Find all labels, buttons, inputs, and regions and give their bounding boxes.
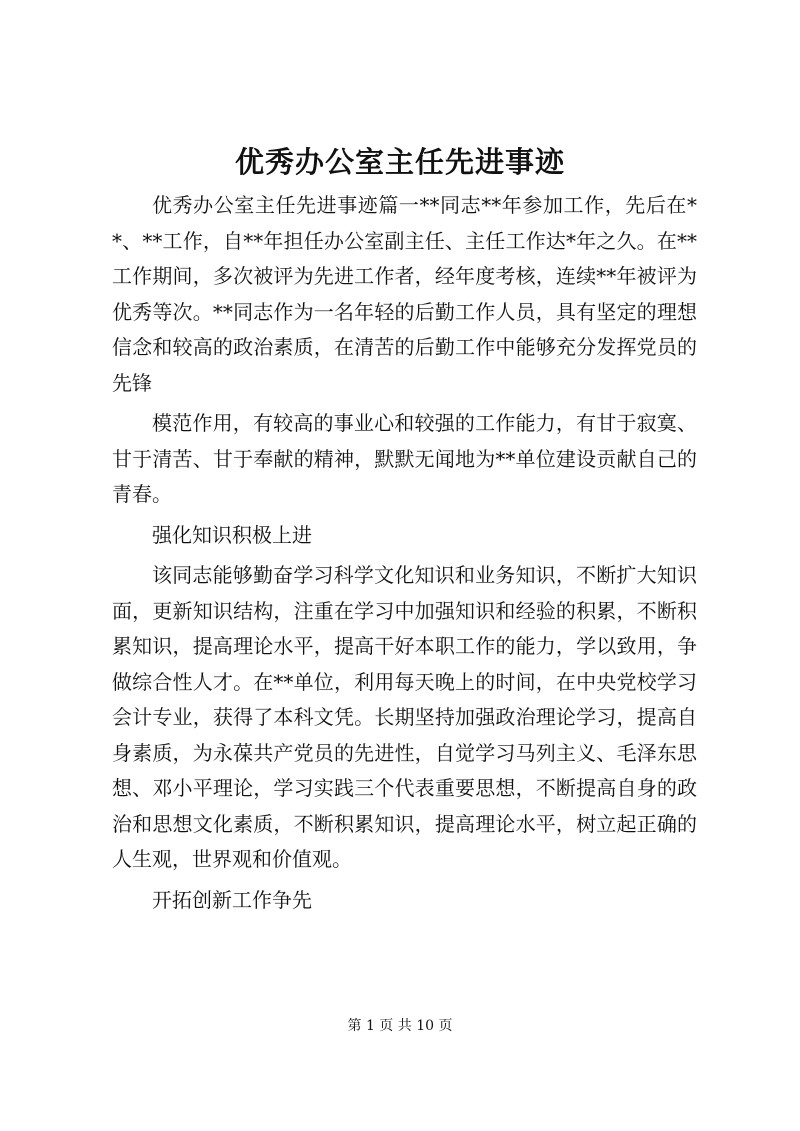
section-heading-innovation: 开拓创新工作争先 xyxy=(152,887,312,912)
paragraph-intro: 优秀办公室主任先进事迹篇一**同志**年参加工作，先后在**、**工作，自**年担任办公室副主任、主任工作达*年之久。在**工作期间，多次被评为先进工作者，经年度考核，连续**年被评为优秀等次。**同志作为一名年轻的后勤工作人员，具有坚定的理想信念和较高的政治素质，在清苦的后勤工作中能够充分发挥党员的先锋 xyxy=(112,193,697,395)
paragraph-study: 该同志能够勤奋学习科学文化知识和业务知识，不断扩大知识面，更新知识结构，注重在学习中加强知识和经验的积累，不断积累知识，提高理论水平，提高干好本职工作的能力，学以致用，争做综合性人才。在**单位，利用每天晚上的时间，在中央党校学习会计专业，获得了本科文凭。长期坚持加强政治理论学习，提高自身素质，为永葆共产党员的先进性，自觉学习马列主义、毛泽东思想、邓小平理论，学习实践三个代表重要思想，不断提高自身的政治和思想文化素质，不断积累知识，提高理论水平，树立起正确的人生观，世界观和价值观。 xyxy=(112,563,697,871)
section-heading-knowledge: 强化知识积极上进 xyxy=(152,522,312,547)
page-number-footer: 第 1 页 共 10 页 xyxy=(347,1018,453,1034)
paragraph-model-role: 模范作用，有较高的事业心和较强的工作能力，有甘于寂寞、甘于清苦、甘于奉献的精神，默默无闻地为**单位建设贡献自己的青春。 xyxy=(112,411,697,506)
document-body xyxy=(112,188,697,918)
page-title: 优秀办公室主任先进事迹 xyxy=(234,145,565,179)
